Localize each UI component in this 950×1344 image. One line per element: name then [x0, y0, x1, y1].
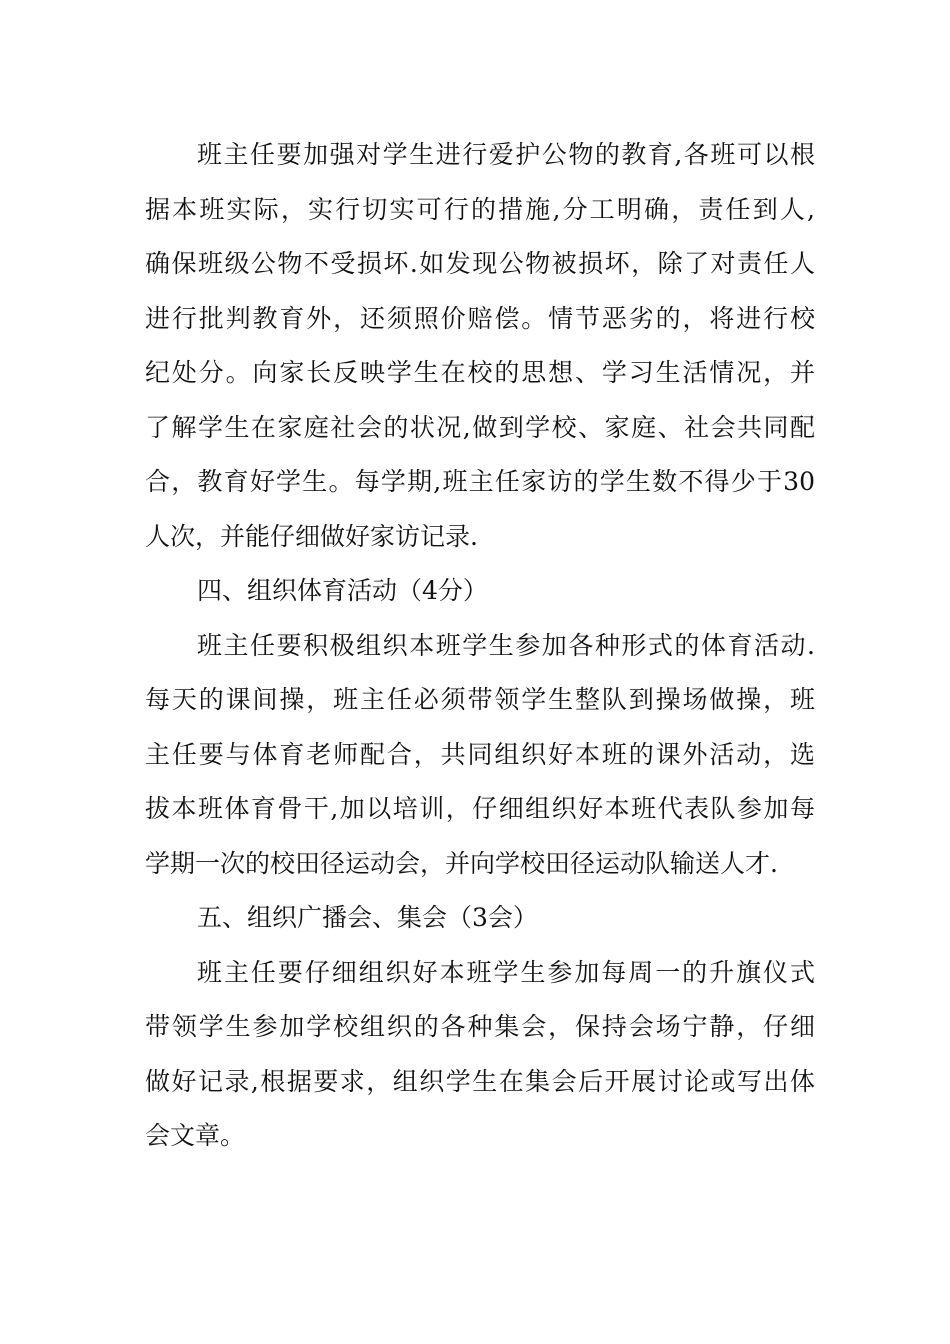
paragraph-line: 合，教育好学生。每学期,班主任家访的学生数不得少于30: [145, 467, 815, 496]
paragraph-line: 拔本班体育骨干,加以培训，仔细组织好本班代表队参加每: [145, 794, 815, 823]
paragraph-line: 每天的课间操，班主任必须带领学生整队到操场做操，班: [145, 685, 815, 714]
paragraph-line: 带领学生参加学校组织的各种集会，保持会场宁静，仔细: [145, 1012, 815, 1041]
paragraph-line: 学期一次的校田径运动会，并向学校田径运动队输送人才.: [145, 848, 778, 878]
paragraph-line: 班主任要仔细组织好本班学生参加每周一的升旗仪式: [197, 957, 815, 987]
paragraph-line: 了解学生在家庭社会的状况,做到学校、家庭、社会共同配: [145, 412, 815, 442]
paragraph-line: 做好记录,根据要求，组织学生在集会后开展讨论或写出体: [145, 1066, 815, 1096]
section-heading: 五、组织广播会、集会（3会）: [197, 903, 538, 932]
section-heading: 四、组织体育活动（4分）: [197, 576, 488, 605]
paragraph-line: 确保班级公物不受损坏.如发现公物被损坏，除了对责任人: [145, 249, 815, 278]
paragraph-line: 主任要与体育老师配合，共同组织好本班的课外活动，选: [145, 739, 815, 769]
paragraph-line: 据本班实际，实行切实可行的措施,分工明确，责任到人,: [145, 194, 815, 224]
paragraph-line: 纪处分。向家长反映学生在校的思想、学习生活情况，并: [145, 358, 815, 387]
paragraph-line: 会文章。: [145, 1121, 246, 1150]
paragraph-line: 人次，并能仔细做好家访记录.: [145, 521, 478, 551]
paragraph-line: 进行批判教育外，还须照价赔偿。情节恶劣的，将进行校: [145, 303, 815, 333]
body-text: [145, 128, 815, 1164]
paragraph-line: 班主任要积极组织本班学生参加各种形式的体育活动.: [197, 630, 815, 660]
paragraph-line: 班主任要加强对学生进行爱护公物的教育,各班可以根: [197, 140, 815, 169]
